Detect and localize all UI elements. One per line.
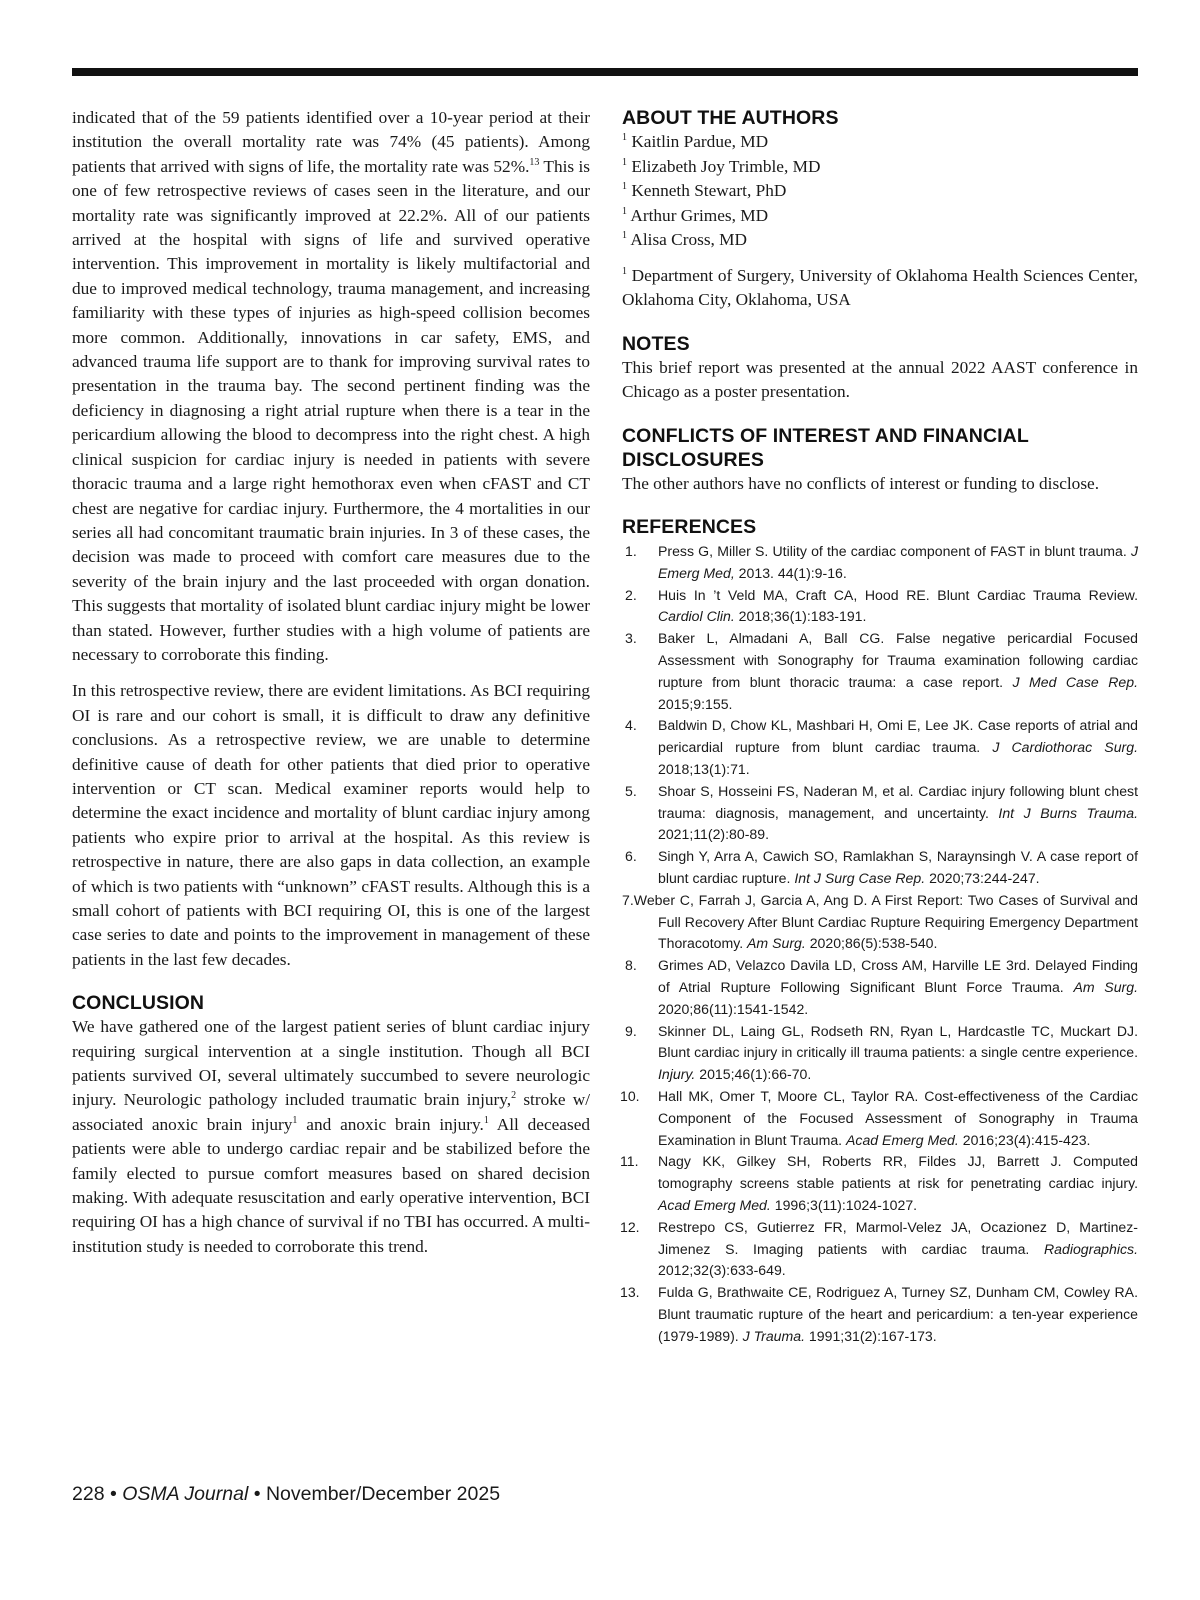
coi-text: The other authors have no conflicts of interest or funding to disclose. — [622, 473, 1100, 493]
reference-citation: 2018;36(1):183-191. — [734, 608, 867, 625]
conclusion-section — [72, 991, 590, 1259]
author-item — [622, 204, 1138, 229]
coi-heading-line-1: CONFLICTS OF INTEREST AND FINANCIAL — [622, 424, 1029, 447]
affiliation-marker: 1 — [622, 156, 627, 168]
reference-journal: J Cardiothorac Surg. — [992, 739, 1138, 756]
reference-citation: 2015;46(1):66-70. — [695, 1066, 812, 1083]
reference-item — [622, 541, 1138, 585]
reference-citation: 2020;86(5):538-540. — [805, 935, 938, 952]
reference-text: Weber C, Farrah J, Garcia A, Ang D. A First Report: Two Cases of Survival and Full Recovery After Blunt Cardiac Rupture Requiring Emergency Department Thoracotomy. — [633, 891, 1138, 952]
reference-number: 6. — [625, 848, 637, 865]
text-run: and anoxic brain injury. — [297, 1114, 484, 1134]
reference-citation: 2013. 44(1):9-16. — [734, 564, 847, 581]
reference-number: 4. — [625, 717, 637, 734]
reference-text: Grimes AD, Velazco Davila LD, Cross AM, Harville LE 3rd. Delayed Finding of Atrial Rupture Following Significant Blunt Force Trauma. — [658, 957, 1138, 995]
reference-text: Hall MK, Omer T, Moore CL, Taylor RA. Cost-effectiveness of the Cardiac Component of the Focused Assessment of Sonography in Trauma Examination in Blunt Trauma. — [658, 1087, 1138, 1148]
reference-number: 10. — [620, 1087, 640, 1104]
references-heading: REFERENCES — [622, 516, 757, 538]
reference-item — [622, 846, 1138, 890]
author-item — [622, 228, 1138, 253]
reference-number: 1. — [625, 543, 637, 559]
conclusion-paragraph — [72, 1015, 590, 1259]
reference-citation: 2012;32(3):633-649. — [658, 1262, 786, 1279]
reference-text: Nagy KK, Gilkey SH, Roberts RR, Fildes JJ, Barrett J. Computed tomography screens stable patients at risk for penetrating cardiac injury. — [658, 1153, 1138, 1192]
reference-text: Baker L, Almadani A, Ball CG. False negative pericardial Focused Assessment with Sonography for Trauma examination following cardiac rupture from blunt thoracic trauma: a case report. — [658, 630, 1138, 690]
text-run: stroke w/ associated anoxic brain injury — [72, 1090, 591, 1134]
affiliation-marker: 1 — [622, 230, 627, 242]
reference-item — [622, 890, 1138, 955]
left-column — [72, 106, 590, 1259]
reference-text: Singh Y, Arra A, Cawich SO, Ramlakhan S, Naraynsingh V. A case report of blunt cardiac rupture. — [658, 848, 1138, 886]
reference-number: 3. — [625, 630, 637, 647]
reference-citation: 2020;86(11):1541-1542. — [658, 1000, 809, 1017]
author-name: Kenneth Stewart, PhD — [631, 181, 787, 201]
author-item — [622, 179, 1138, 204]
author-name: Arthur Grimes, MD — [630, 205, 769, 225]
citation: 13 — [529, 157, 540, 169]
reference-text: Huis In ’t Veld MA, Craft CA, Hood RE. Blunt Cardiac Trauma Review. — [658, 586, 1138, 603]
reference-journal: Acad Emerg Med. — [846, 1131, 959, 1148]
reference-citation: 2021;11(2):80-89. — [658, 826, 770, 843]
text-run: All deceased patients were able to undergo cardiac repair and be stabilized before the family elected to pursue comfort measures based on shared decision making. With adequate resuscitation and early operative intervention, BCI requiring OI has a high chance of survival if no TBI has occurred. A multi-institution study is needed to corroborate this trend. — [72, 1114, 591, 1256]
reference-item — [622, 585, 1138, 629]
authors-heading: ABOUT THE AUTHORS — [622, 107, 839, 129]
affiliation-text: Department of Surgery, University of Oklahoma Health Sciences Center, Oklahoma City, Oklahoma, USA — [622, 265, 1138, 310]
citation: 2 — [511, 1090, 517, 1102]
reference-number: 11. — [620, 1153, 639, 1170]
reference-item — [622, 1086, 1138, 1151]
reference-item — [622, 1282, 1138, 1347]
author-name: Elizabeth Joy Trimble, MD — [631, 156, 821, 176]
reference-journal: Am Surg. — [747, 935, 806, 952]
reference-journal: Int J Surg Case Rep. — [794, 869, 926, 886]
page-number: 228 • — [72, 1483, 117, 1505]
reference-citation: 2018;13(1):71. — [658, 760, 750, 777]
reference-text: Baldwin D, Chow KL, Mashbari H, Omi E, Lee JK. Case reports of atrial and pericardial rupture from blunt cardiac trauma. — [658, 717, 1138, 756]
references-list — [622, 541, 1138, 1347]
text-run: indicated that of the 59 patients identified over a 10-year period at their institution the overall mortality rate was 74% (45 patients). Among patients that arrived with signs of life, the mortality rate was 52%. — [72, 108, 590, 176]
notes-section — [622, 332, 1138, 405]
notes-text: This brief report was presented at the annual 2022 AAST conference in Chicago as a poster presentation. — [622, 357, 1138, 402]
reference-number: 7. — [622, 891, 634, 908]
reference-number: 2. — [625, 586, 637, 603]
journal-name: OSMA Journal — [122, 1483, 249, 1505]
reference-journal: Int J Burns Trauma. — [998, 804, 1138, 821]
reference-item — [622, 1021, 1138, 1086]
coi-heading-line-2: DISCLOSURES — [622, 448, 764, 471]
reference-text: Restrepo CS, Gutierrez FR, Marmol-Velez JA, Ocazionez D, Martinez-Jimenez S. Imaging patients with cardiac trauma. — [658, 1218, 1138, 1257]
reference-text: Shoar S, Hosseini FS, Naderan M, et al. Cardiac injury following blunt chest trauma: diagnosis, management, and uncertainty. — [658, 782, 1138, 821]
affiliation-marker: 1 — [622, 132, 627, 144]
right-column — [622, 106, 1138, 1347]
reference-number: 8. — [625, 957, 637, 974]
conclusion-heading: CONCLUSION — [72, 992, 205, 1015]
reference-citation: 2016;23(4):415-423. — [958, 1131, 1091, 1148]
issue-date: • November/December 2025 — [253, 1483, 501, 1505]
reference-text: Fulda G, Brathwaite CE, Rodriguez A, Turney SZ, Dunham CM, Cowley RA. Blunt traumatic rupture of the heart and pericardium: a ten-year experience (1979-1989). — [658, 1284, 1138, 1344]
discussion-paragraph-2: In this retrospective review, there are evident limitations. As BCI requiring OI is rare and our cohort is small, it is difficult to draw any definitive conclusions. As a retrospective review, we are unable to determine definitive cause of death for other patients that died prior to operative intervention or CT scan. Medical examiner reports would help to determine the exact incidence and mortality of blunt cardiac injury among patients who expire prior to arrival at the hospital. As this review is retrospective in nature, there are also gaps in data collection, an example of which is two patients with “unknown” cFAST results. Although this is a small cohort of patients with BCI requiring OI, this is one of the largest case series to date and points to the improvement in management of these patients in the last few decades. — [72, 681, 590, 969]
reference-journal: J Med Case Rep. — [1012, 673, 1138, 690]
reference-number: 5. — [625, 782, 637, 799]
authors-list — [622, 130, 1138, 253]
author-item — [622, 130, 1138, 155]
reference-journal: Injury. — [658, 1066, 696, 1083]
reference-journal: J Trauma. — [742, 1327, 806, 1344]
coi-section — [622, 424, 1138, 496]
reference-citation: 2020;73:244-247. — [925, 869, 1040, 886]
reference-journal: Cardiol Clin. — [658, 608, 735, 625]
reference-item — [622, 628, 1138, 715]
citation: 1 — [483, 1115, 489, 1127]
citation: 1 — [292, 1115, 298, 1127]
references-section — [622, 515, 1138, 1347]
text-run: We have gathered one of the largest patient series of blunt cardiac injury requiring surgical intervention at a single institution. Though all BCI patients survived OI, several ultimately succumbed to severe neurologic injury. Neurologic pathology included traumatic brain injury, — [72, 1017, 590, 1110]
reference-citation: 1996;3(11):1024-1027. — [770, 1196, 918, 1213]
affiliation-marker: 1 — [622, 181, 627, 193]
reference-journal: J Emerg Med, — [658, 543, 1138, 581]
reference-text: Press G, Miller S. Utility of the cardiac component of FAST in blunt trauma. — [658, 543, 1131, 559]
author-name: Alisa Cross, MD — [630, 230, 748, 250]
coi-heading — [622, 424, 1138, 472]
discussion-paragraph-1 — [72, 106, 590, 667]
reference-journal: Am Surg. — [1073, 978, 1138, 995]
author-name: Kaitlin Pardue, MD — [631, 132, 769, 151]
reference-citation: 2015;9:155. — [658, 695, 733, 712]
text-run: This is one of few retrospective reviews of cases seen in the literature, and our mortality rate was significantly improved at 22.2%. All of our patients arrived at the hospital with signs of life and survived operative intervention. This improvement in mortality is likely multifactorial and due to improved medical technology, trauma management, and increasing familiarity with these types of injuries as high-speed collision becomes more common. Additionally, innovations in car safety, EMS, and advanced trauma life support are to thank for improving survival rates to presentation in the trauma bay. The second pertinent finding was the deficiency in diagnosing a right atrial rupture when there is a tear in the pericardium allowing the blood to decompress into the right chest. A high clinical suspicion for cardiac injury is needed in patients with severe thoracic trauma and a large right hemothorax even when cFAST and CT chest are negative for cardiac injury. Furthermore, the 4 mortalities in our series all had concomitant traumatic brain injuries. In 3 of these cases, the decision was made to proceed with comfort care measures due to the severity of the brain injury and the last proceeded with organ donation. This suggests that mortality of isolated blunt cardiac injury might be lower than stated. However, further studies with a high volume of patients are necessary to corroborate this finding. — [72, 156, 591, 664]
reference-journal: Acad Emerg Med. — [658, 1196, 771, 1213]
reference-item — [622, 1151, 1138, 1216]
affiliation-marker: 1 — [622, 266, 627, 278]
reference-journal: Radiographics. — [1043, 1240, 1138, 1257]
author-item — [622, 155, 1138, 180]
page-footer — [72, 1481, 500, 1507]
reference-item — [622, 715, 1138, 780]
reference-number: 12. — [620, 1218, 640, 1235]
reference-item — [622, 955, 1138, 1020]
notes-heading: NOTES — [622, 332, 690, 355]
reference-text: Skinner DL, Laing GL, Rodseth RN, Ryan L, Hardcastle TC, Muckart DJ. Blunt cardiac injury in critically ill trauma patients: a single centre experience. — [658, 1022, 1138, 1061]
reference-number: 9. — [625, 1022, 637, 1039]
reference-item — [622, 1217, 1138, 1282]
top-rule — [72, 68, 1138, 76]
reference-item — [622, 781, 1138, 846]
affiliation-marker: 1 — [622, 206, 627, 218]
reference-number: 13. — [620, 1284, 640, 1301]
reference-citation: 1991;31(2):167-173. — [805, 1327, 937, 1344]
affiliation — [622, 264, 1138, 313]
